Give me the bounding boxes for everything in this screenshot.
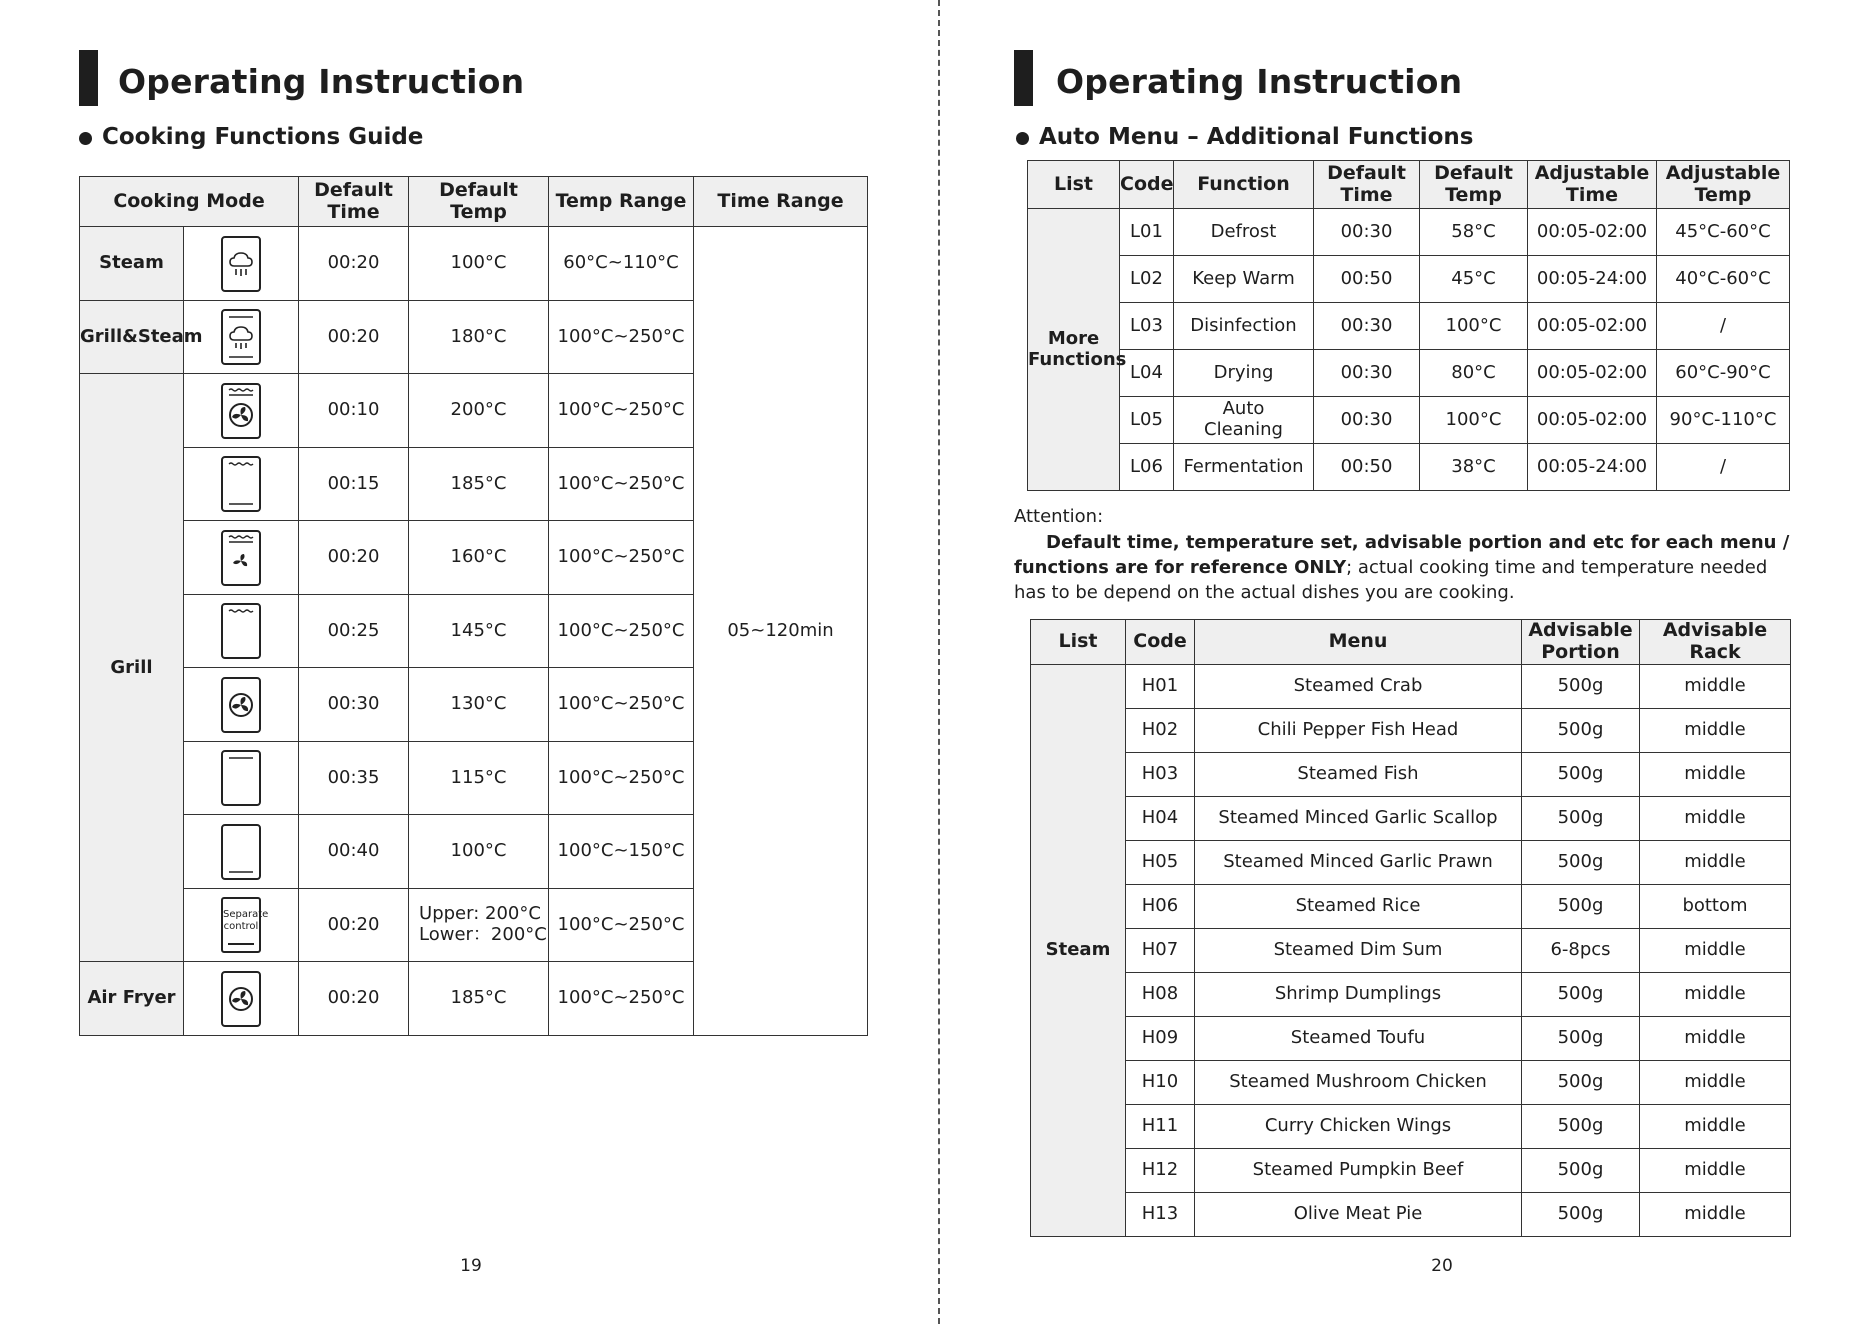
mode-icon-cell <box>184 888 299 962</box>
default-time: 00:30 <box>1314 209 1420 256</box>
rack: bottom <box>1640 884 1791 928</box>
adjustable-temp: / <box>1657 444 1790 491</box>
code: H11 <box>1126 1104 1195 1148</box>
portion: 500g <box>1522 1016 1640 1060</box>
mode-icon-cell <box>184 374 299 448</box>
menu: Steamed Minced Garlic Scallop <box>1195 796 1522 840</box>
table-row <box>1031 708 1791 752</box>
header-default-time: Default Time <box>1314 161 1420 209</box>
default-temp: 58°C <box>1420 209 1528 256</box>
list-steam: Steam <box>1031 664 1126 1236</box>
menu: Steamed Crab <box>1195 664 1522 708</box>
rack: middle <box>1640 664 1791 708</box>
default-temp: 180°C <box>409 300 549 374</box>
menu: Steamed Rice <box>1195 884 1522 928</box>
temp-range: 100°C~250°C <box>549 741 694 815</box>
default-temp: 38°C <box>1420 444 1528 491</box>
bottom-heat-icon <box>221 824 261 880</box>
table-row <box>1031 752 1791 796</box>
mode-icon-cell <box>184 962 299 1036</box>
list-more-functions: More Functions <box>1028 209 1120 491</box>
menu: Steamed Dim Sum <box>1195 928 1522 972</box>
default-temp <box>409 888 549 962</box>
portion: 500g <box>1522 664 1640 708</box>
table-row <box>1031 664 1791 708</box>
adjustable-temp: 45°C-60°C <box>1657 209 1790 256</box>
rack: middle <box>1640 796 1791 840</box>
header-default-time: Default Time <box>299 177 409 227</box>
table-row <box>1031 796 1791 840</box>
steam-icon <box>221 236 261 292</box>
code: H07 <box>1126 928 1195 972</box>
default-temp: 115°C <box>409 741 549 815</box>
rack: middle <box>1640 1016 1791 1060</box>
table-header-row <box>1028 161 1790 209</box>
portion: 500g <box>1522 884 1640 928</box>
code: L02 <box>1120 256 1174 303</box>
rack: middle <box>1640 840 1791 884</box>
default-time: 00:15 <box>299 447 409 521</box>
function: Keep Warm <box>1174 256 1314 303</box>
header-code: Code <box>1126 620 1195 665</box>
default-temp: 100°C <box>409 815 549 889</box>
mode-icon-cell <box>184 668 299 742</box>
header-code: Code <box>1120 161 1174 209</box>
default-temp: 185°C <box>409 962 549 1036</box>
bullet-icon <box>79 132 92 145</box>
code: L04 <box>1120 350 1174 397</box>
default-time: 00:30 <box>1314 350 1420 397</box>
table-row <box>1031 1016 1791 1060</box>
table-row <box>1031 1060 1791 1104</box>
temp-range: 100°C~250°C <box>549 962 694 1036</box>
header-menu: Menu <box>1195 620 1522 665</box>
code: H09 <box>1126 1016 1195 1060</box>
default-temp: 145°C <box>409 594 549 668</box>
default-time: 00:40 <box>299 815 409 889</box>
rack: middle <box>1640 1060 1791 1104</box>
temp-range: 100°C~250°C <box>549 374 694 448</box>
header-cooking-mode: Cooking Mode <box>80 177 299 227</box>
top-heat-icon <box>221 603 261 659</box>
rack: middle <box>1640 752 1791 796</box>
portion: 6-8pcs <box>1522 928 1640 972</box>
rack: middle <box>1640 1192 1791 1236</box>
default-time: 00:25 <box>299 594 409 668</box>
temp-range: 100°C~250°C <box>549 594 694 668</box>
separate-control-icon <box>221 897 269 953</box>
default-temp: 45°C <box>1420 256 1528 303</box>
default-time: 00:30 <box>1314 397 1420 444</box>
top-heat-small-fan-icon <box>221 530 261 586</box>
header-time-range: Time Range <box>694 177 868 227</box>
portion: 500g <box>1522 1192 1640 1236</box>
function: Fermentation <box>1174 444 1314 491</box>
steam-menu-table <box>1030 619 1791 1237</box>
temp-range: 60°C~110°C <box>549 227 694 301</box>
time-range: 05~120min <box>694 227 868 1036</box>
table-row <box>1028 444 1790 491</box>
table-row <box>1031 972 1791 1016</box>
table-row <box>1028 397 1790 444</box>
mode-icon-cell <box>184 594 299 668</box>
code: H06 <box>1126 884 1195 928</box>
attention-rest-text: ; actual cooking time and temperature needed has to be depend on the actual dishes you are cooking. <box>1014 557 1768 603</box>
code: L03 <box>1120 303 1174 350</box>
page-title: Operating Instruction <box>118 62 525 101</box>
code: H01 <box>1126 664 1195 708</box>
additional-functions-table <box>1027 160 1790 491</box>
upper-heat-icon <box>221 750 261 806</box>
page-number: 20 <box>1431 1256 1453 1276</box>
attention-bold-text: Default time, temperature set, advisable portion and etc for each menu / functions are for reference ONLY <box>1014 532 1790 578</box>
rack: middle <box>1640 708 1791 752</box>
mode-icon-cell <box>184 447 299 521</box>
menu: Olive Meat Pie <box>1195 1192 1522 1236</box>
temp-range: 100°C~250°C <box>549 521 694 595</box>
default-time: 00:50 <box>1314 256 1420 303</box>
header-adjustable-temp: Adjustable Temp <box>1657 161 1790 209</box>
section-title: Auto Menu – Additional Functions <box>1039 124 1474 150</box>
menu: Steamed Minced Garlic Prawn <box>1195 840 1522 884</box>
header-list: List <box>1028 161 1120 209</box>
page-title: Operating Instruction <box>1056 62 1463 101</box>
grill-steam-icon <box>221 309 261 365</box>
top-bottom-heat-icon <box>221 456 261 512</box>
table-row <box>1031 1104 1791 1148</box>
default-temp: 200°C <box>409 374 549 448</box>
adjustable-time: 00:05-24:00 <box>1528 444 1657 491</box>
mode-icon-cell <box>184 227 299 301</box>
default-time: 00:30 <box>1314 303 1420 350</box>
code: H13 <box>1126 1192 1195 1236</box>
default-temp: 100°C <box>1420 397 1528 444</box>
menu: Shrimp Dumplings <box>1195 972 1522 1016</box>
default-time: 00:20 <box>299 300 409 374</box>
menu: Chili Pepper Fish Head <box>1195 708 1522 752</box>
table-header-row <box>1031 620 1791 665</box>
code: H02 <box>1126 708 1195 752</box>
portion: 500g <box>1522 840 1640 884</box>
mode-icon-cell <box>184 521 299 595</box>
bullet-icon <box>1016 132 1029 145</box>
default-time: 00:10 <box>299 374 409 448</box>
function: Defrost <box>1174 209 1314 256</box>
adjustable-temp: 90°C-110°C <box>1657 397 1790 444</box>
adjustable-time: 00:05-24:00 <box>1528 256 1657 303</box>
code: H05 <box>1126 840 1195 884</box>
header-advisable-rack: Advisable Rack <box>1640 620 1791 665</box>
code: H12 <box>1126 1148 1195 1192</box>
default-time: 00:20 <box>299 888 409 962</box>
table-row <box>1028 209 1790 256</box>
function: Disinfection <box>1174 303 1314 350</box>
mode-icon-cell <box>184 815 299 889</box>
default-temp: 160°C <box>409 521 549 595</box>
adjustable-temp: 60°C-90°C <box>1657 350 1790 397</box>
header-default-temp: Default Temp <box>409 177 549 227</box>
top-grill-fan-icon <box>221 383 261 439</box>
header-list: List <box>1031 620 1126 665</box>
adjustable-time: 00:05-02:00 <box>1528 209 1657 256</box>
adjustable-time: 00:05-02:00 <box>1528 303 1657 350</box>
icon-text: control <box>223 921 259 933</box>
default-time: 00:50 <box>1314 444 1420 491</box>
fan-icon <box>221 677 261 733</box>
default-time: 00:20 <box>299 962 409 1036</box>
rack: middle <box>1640 1104 1791 1148</box>
temp-range: 100°C~150°C <box>549 815 694 889</box>
code: H04 <box>1126 796 1195 840</box>
function: Auto Cleaning <box>1174 397 1314 444</box>
rack: middle <box>1640 1148 1791 1192</box>
temp-range: 100°C~250°C <box>549 300 694 374</box>
portion: 500g <box>1522 752 1640 796</box>
table-row <box>1031 1192 1791 1236</box>
mode-icon-cell <box>184 741 299 815</box>
header-default-temp: Default Temp <box>1420 161 1528 209</box>
code: H03 <box>1126 752 1195 796</box>
table-row <box>1028 303 1790 350</box>
table-row <box>1028 350 1790 397</box>
portion: 500g <box>1522 1148 1640 1192</box>
temp-range: 100°C~250°C <box>549 888 694 962</box>
rack: middle <box>1640 972 1791 1016</box>
portion: 500g <box>1522 1060 1640 1104</box>
title-bar <box>79 50 98 106</box>
attention-text <box>1014 530 1804 605</box>
lower-temp: Lower：200°C <box>419 924 547 946</box>
table-row <box>1031 1148 1791 1192</box>
function: Drying <box>1174 350 1314 397</box>
air-fryer-fan-icon <box>221 971 261 1027</box>
code: H10 <box>1126 1060 1195 1104</box>
mode-air-fryer: Air Fryer <box>80 962 184 1036</box>
menu: Steamed Mushroom Chicken <box>1195 1060 1522 1104</box>
header-adjustable-time: Adjustable Time <box>1528 161 1657 209</box>
default-time: 00:20 <box>299 521 409 595</box>
table-row <box>80 227 868 301</box>
portion: 500g <box>1522 1104 1640 1148</box>
default-temp: 100°C <box>1420 303 1528 350</box>
code: L06 <box>1120 444 1174 491</box>
portion: 500g <box>1522 972 1640 1016</box>
code: L05 <box>1120 397 1174 444</box>
default-time: 00:20 <box>299 227 409 301</box>
header-advisable-portion: Advisable Portion <box>1522 620 1640 665</box>
default-time: 00:35 <box>299 741 409 815</box>
adjustable-time: 00:05-02:00 <box>1528 397 1657 444</box>
table-row <box>1031 840 1791 884</box>
menu: Curry Chicken Wings <box>1195 1104 1522 1148</box>
default-temp: 80°C <box>1420 350 1528 397</box>
mode-grill-steam: Grill&Steam <box>80 300 184 374</box>
menu: Steamed Fish <box>1195 752 1522 796</box>
temp-range: 100°C~250°C <box>549 668 694 742</box>
table-row <box>1031 928 1791 972</box>
adjustable-time: 00:05-02:00 <box>1528 350 1657 397</box>
section-title: Cooking Functions Guide <box>102 124 424 150</box>
default-temp: 130°C <box>409 668 549 742</box>
portion: 500g <box>1522 708 1640 752</box>
title-bar <box>1014 50 1033 106</box>
mode-steam: Steam <box>80 227 184 301</box>
table-row <box>1028 256 1790 303</box>
table-row <box>1031 884 1791 928</box>
default-temp: 185°C <box>409 447 549 521</box>
mode-grill: Grill <box>80 374 184 962</box>
code: L01 <box>1120 209 1174 256</box>
default-temp: 100°C <box>409 227 549 301</box>
header-temp-range: Temp Range <box>549 177 694 227</box>
temp-range: 100°C~250°C <box>549 447 694 521</box>
menu: Steamed Toufu <box>1195 1016 1522 1060</box>
menu: Steamed Pumpkin Beef <box>1195 1148 1522 1192</box>
page-right <box>940 0 1872 1324</box>
rack: middle <box>1640 928 1791 972</box>
portion: 500g <box>1522 796 1640 840</box>
cooking-functions-table <box>79 176 868 1036</box>
adjustable-temp: 40°C-60°C <box>1657 256 1790 303</box>
code: H08 <box>1126 972 1195 1016</box>
default-time: 00:30 <box>299 668 409 742</box>
attention-label: Attention: <box>1014 506 1104 527</box>
page-number: 19 <box>460 1256 482 1276</box>
upper-temp: Upper: 200°C <box>419 903 541 925</box>
adjustable-temp: / <box>1657 303 1790 350</box>
header-function: Function <box>1174 161 1314 209</box>
table-header-row <box>80 177 868 227</box>
icon-text: Separate <box>223 909 269 921</box>
